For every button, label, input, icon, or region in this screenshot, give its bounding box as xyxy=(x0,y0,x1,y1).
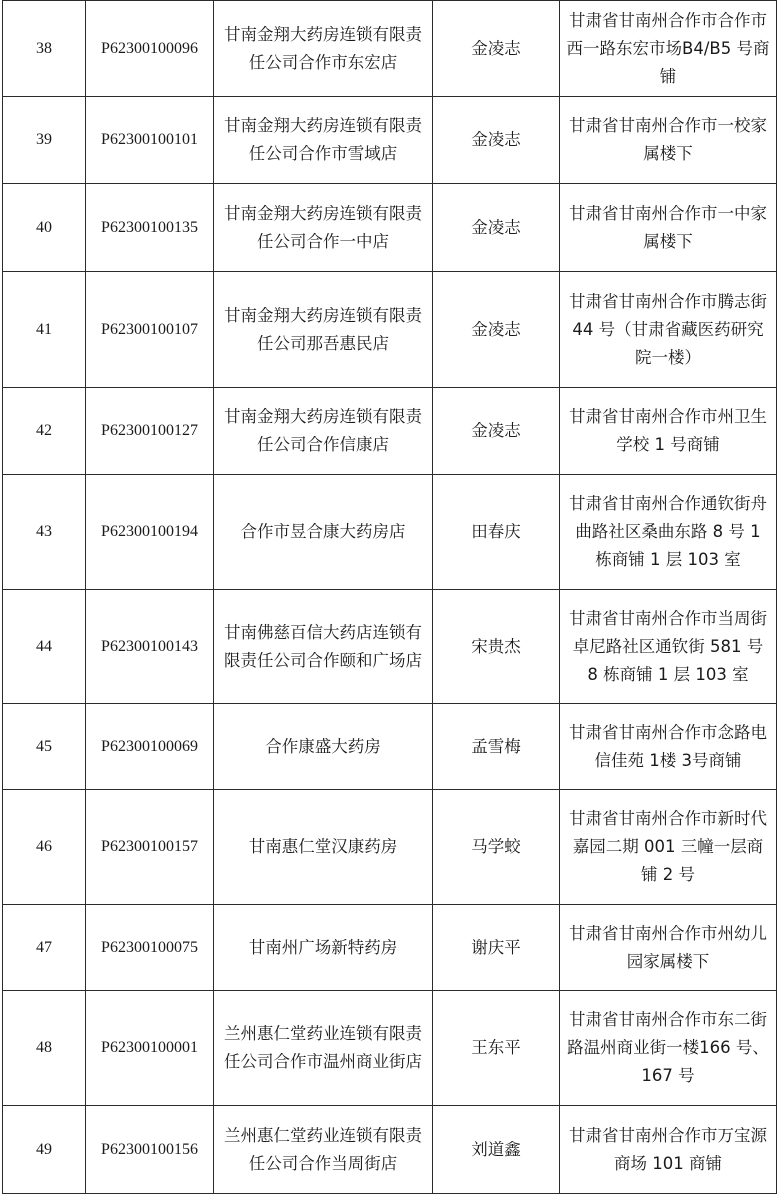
license-code: P62300100096 xyxy=(86,1,214,97)
store-address: 甘肃省甘南州合作市腾志街 44 号（甘肃省藏医药研究院一楼） xyxy=(560,272,777,388)
store-name: 甘南惠仁堂汉康药房 xyxy=(214,790,433,905)
person-in-charge: 宋贵杰 xyxy=(433,590,560,704)
store-name: 兰州惠仁堂药业连锁有限责任公司合作市温州商业街店 xyxy=(214,991,433,1106)
person-in-charge: 金凌志 xyxy=(433,388,560,475)
store-name: 甘南州广场新特药房 xyxy=(214,905,433,991)
person-in-charge: 孟雪梅 xyxy=(433,704,560,790)
table-row xyxy=(3,991,777,1106)
license-code: P62300100194 xyxy=(86,475,214,590)
license-code: P62300100069 xyxy=(86,704,214,790)
store-name: 甘南金翔大药房连锁有限责任公司那吾惠民店 xyxy=(214,272,433,388)
store-name: 甘南金翔大药房连锁有限责任公司合作信康店 xyxy=(214,388,433,475)
store-address: 甘肃省甘南州合作通钦街舟曲路社区桑曲东路 8 号 1 栋商铺 1 层 103 室 xyxy=(560,475,777,590)
table-row xyxy=(3,97,777,184)
table-row xyxy=(3,905,777,991)
license-code: P62300100107 xyxy=(86,272,214,388)
row-number: 47 xyxy=(3,905,86,991)
row-number: 45 xyxy=(3,704,86,790)
license-code: P62300100156 xyxy=(86,1106,214,1194)
store-name: 甘南金翔大药房连锁有限责任公司合作市东宏店 xyxy=(214,1,433,97)
row-number: 48 xyxy=(3,991,86,1106)
pharmacy-table xyxy=(2,0,777,1194)
row-number: 42 xyxy=(3,388,86,475)
license-code: P62300100001 xyxy=(86,991,214,1106)
person-in-charge: 马学蛟 xyxy=(433,790,560,905)
row-number: 44 xyxy=(3,590,86,704)
store-address: 甘肃省甘南州合作市州卫生学校 1 号商铺 xyxy=(560,388,777,475)
table-row xyxy=(3,475,777,590)
store-name: 甘南金翔大药房连锁有限责任公司合作一中店 xyxy=(214,184,433,272)
row-number: 46 xyxy=(3,790,86,905)
store-address: 甘肃省甘南州合作市东二街路温州商业街一楼166 号、167 号 xyxy=(560,991,777,1106)
store-name: 合作康盛大药房 xyxy=(214,704,433,790)
license-code: P62300100075 xyxy=(86,905,214,991)
store-address: 甘肃省甘南州合作市新时代嘉园二期 001 三幢一层商铺 2 号 xyxy=(560,790,777,905)
store-name: 甘南佛慈百信大药店连锁有限责任公司合作颐和广场店 xyxy=(214,590,433,704)
store-name: 兰州惠仁堂药业连锁有限责任公司合作当周街店 xyxy=(214,1106,433,1194)
store-address: 甘肃省甘南州合作市万宝源商场 101 商铺 xyxy=(560,1106,777,1194)
table-row xyxy=(3,1106,777,1194)
table-row xyxy=(3,272,777,388)
person-in-charge: 金凌志 xyxy=(433,272,560,388)
row-number: 40 xyxy=(3,184,86,272)
store-address: 甘肃省甘南州合作市合作市西一路东宏市场B4/B5 号商铺 xyxy=(560,1,777,97)
table-row xyxy=(3,790,777,905)
table-row xyxy=(3,1,777,97)
table-row xyxy=(3,184,777,272)
person-in-charge: 田春庆 xyxy=(433,475,560,590)
row-number: 49 xyxy=(3,1106,86,1194)
store-address: 甘肃省甘南州合作市当周街卓尼路社区通钦街 581 号 8 栋商铺 1 层 103 室 xyxy=(560,590,777,704)
row-number: 43 xyxy=(3,475,86,590)
table-row xyxy=(3,388,777,475)
license-code: P62300100101 xyxy=(86,97,214,184)
license-code: P62300100135 xyxy=(86,184,214,272)
store-name: 甘南金翔大药房连锁有限责任公司合作市雪域店 xyxy=(214,97,433,184)
store-address: 甘肃省甘南州合作市一校家属楼下 xyxy=(560,97,777,184)
table-row xyxy=(3,704,777,790)
license-code: P62300100157 xyxy=(86,790,214,905)
person-in-charge: 金凌志 xyxy=(433,184,560,272)
store-address: 甘肃省甘南州合作市州幼儿园家属楼下 xyxy=(560,905,777,991)
person-in-charge: 金凌志 xyxy=(433,1,560,97)
table-body xyxy=(3,1,777,1194)
person-in-charge: 刘道鑫 xyxy=(433,1106,560,1194)
row-number: 41 xyxy=(3,272,86,388)
license-code: P62300100127 xyxy=(86,388,214,475)
person-in-charge: 谢庆平 xyxy=(433,905,560,991)
person-in-charge: 金凌志 xyxy=(433,97,560,184)
table-row xyxy=(3,590,777,704)
row-number: 38 xyxy=(3,1,86,97)
store-address: 甘肃省甘南州合作市一中家属楼下 xyxy=(560,184,777,272)
store-address: 甘肃省甘南州合作市念路电信佳苑 1楼 3号商铺 xyxy=(560,704,777,790)
row-number: 39 xyxy=(3,97,86,184)
license-code: P62300100143 xyxy=(86,590,214,704)
store-name: 合作市昱合康大药房店 xyxy=(214,475,433,590)
person-in-charge: 王东平 xyxy=(433,991,560,1106)
